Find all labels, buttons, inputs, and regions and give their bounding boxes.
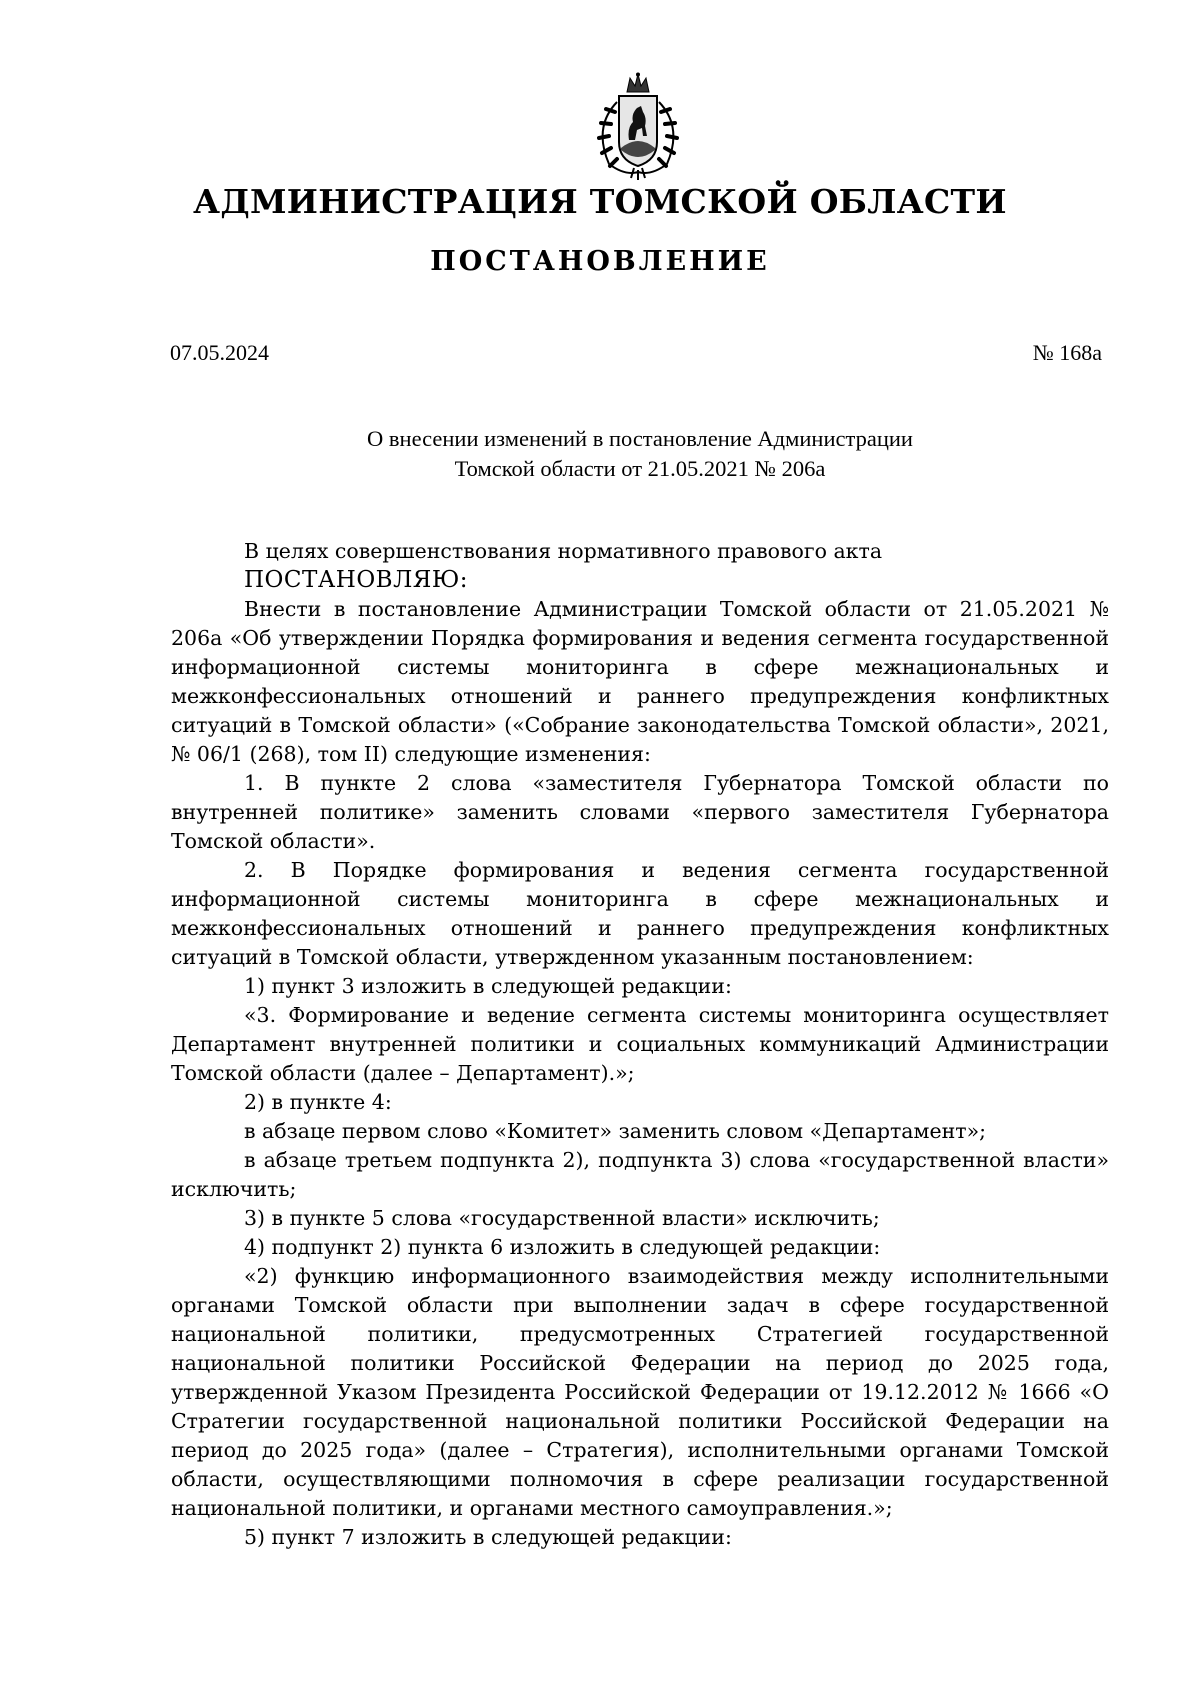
body-paragraph: в абзаце первом слово «Комитет» заменить словом «Департамент»; bbox=[244, 1119, 987, 1143]
body-paragraph: 3) в пункте 5 слова «государственной власти» исключить; bbox=[244, 1206, 880, 1230]
body-paragraph: 5) пункт 7 изложить в следующей редакции: bbox=[244, 1525, 732, 1549]
preamble: В целях совершенствования нормативного правового акта bbox=[244, 539, 883, 563]
subject-line: Томской области от 21.05.2021 № 206а bbox=[454, 456, 826, 481]
body-paragraph: «2) функцию информационного взаимодействия между исполнительными органами Томской области при выполнении задач в сфере государственной национальной политики, предусмотренных Стратегией государственной национальной политики Российской Федерации на период до 2025 года, утвержденной Указом Президента Российской Федерации от 19.12.2012 № 1666 «О Стратегии государственной национальной политики Российской Федерации на период до 2025 года» (далее – Стратегия), исполнительными органами Томской области, осуществляющими полномочия в сфере реализации государственной национальной политики, и органами местного самоуправления.»; bbox=[171, 1264, 1109, 1520]
document-type: ПОСТАНОВЛЕНИЕ bbox=[430, 246, 770, 277]
body-paragraph: Внести в постановление Администрации Томской области от 21.05.2021 № 206а «Об утверждении Порядка формирования и ведения сегмента государственной информационной системы мониторинга в сфере межнациональных и межконфессиональных отношений и раннего предупреждения конфликтных ситуаций в Томской области» («Собрание законодательства Томской области», 2021, № 06/1 (268), том II) следующие изменения: bbox=[171, 597, 1109, 766]
body-paragraph: 2. В Порядке формирования и ведения сегмента государственной информационной системы мониторинга в сфере межнациональных и межконфессиональных отношений и раннего предупреждения конфликтных ситуаций в Томской области, утвержденном указанным постановлением: bbox=[171, 858, 1109, 969]
organization-title: АДМИНИСТРАЦИЯ ТОМСКОЙ ОБЛАСТИ bbox=[193, 182, 1007, 221]
tomsk-region-coat-of-arms-icon bbox=[587, 72, 689, 182]
document-date: 07.05.2024 bbox=[170, 340, 269, 365]
body-paragraph: 2) в пункте 4: bbox=[244, 1090, 392, 1114]
body-paragraph: 1) пункт 3 изложить в следующей редакции: bbox=[244, 974, 732, 998]
document-number: № 168а bbox=[1032, 340, 1102, 365]
subject-line: О внесении изменений в постановление Администрации bbox=[367, 426, 913, 451]
body-paragraph: 1. В пункте 2 слова «заместителя Губернатора Томской области по внутренней политике» заменить словами «первого заместителя Губернатора Томской области». bbox=[171, 771, 1109, 853]
document-subject bbox=[170, 424, 1110, 484]
body-paragraph: в абзаце третьем подпункта 2), подпункта 3) слова «государственной власти» исключить; bbox=[171, 1148, 1109, 1201]
body-paragraph: «3. Формирование и ведение сегмента системы мониторинга осуществляет Департамент внутренней политики и социальных коммуникаций Администрации Томской области (далее – Департамент).»; bbox=[171, 1003, 1109, 1085]
decree-word: ПОСТАНОВЛЯЮ: bbox=[244, 567, 469, 593]
body-paragraph: 4) подпункт 2) пункта 6 изложить в следующей редакции: bbox=[244, 1235, 881, 1259]
document-body bbox=[171, 537, 1109, 1552]
